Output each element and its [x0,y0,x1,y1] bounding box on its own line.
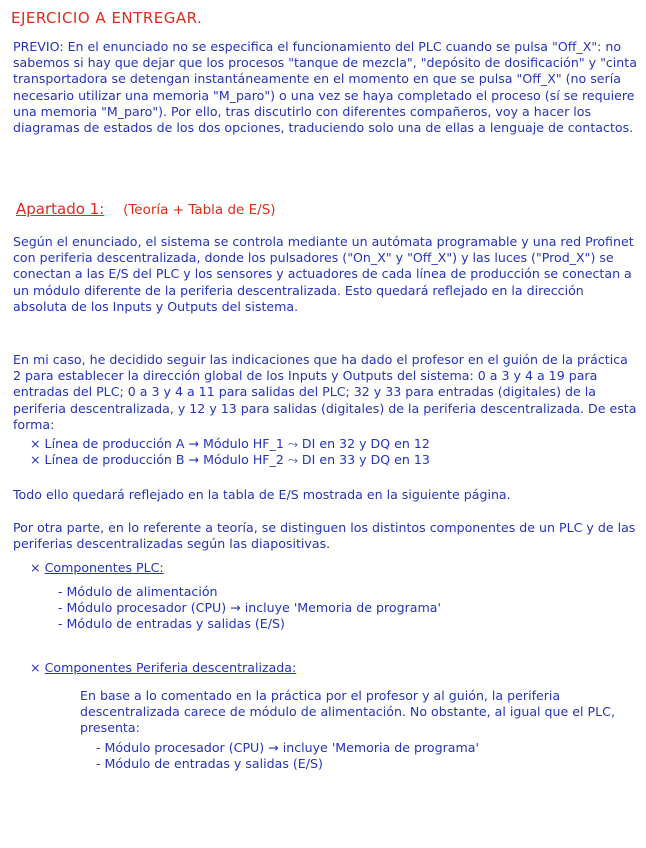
paragraph-tabla: Todo ello quedará reflejado en la tabla de E/S mostrada en la siguiente página. [13,487,511,502]
componentes-periferia-label: Componentes Periferia descentralizada: [44,660,297,675]
paragraph-direcciones: En mi caso, he decidido seguir las indicaciones que ha dado el profesor en el guión de la práctica 2 para establecer la dirección global de los Inputs y Outputs del sistema: 0 a 3 y 4 a 19 para entradas del PLC; 0 a 3 y 4 a 11 para salidas del PLC; 32 y 33 para entradas (digitales) de la periferia descentralizada, y 12 y 13 para salidas (digitales) de la periferia descentralizada. De esta forma: [13,352,637,432]
bullet-mark: × [30,660,41,675]
list-item: - Módulo de entradas y salidas (E/S) [96,756,323,772]
linea-a-item: × Línea de producción A → Módulo HF_1 ⤳ DI en 32 y DQ en 12 [30,436,430,451]
list-item: - Módulo procesador (CPU) → incluye 'Memoria de programa' [58,600,441,616]
page-title: EJERCICIO A ENTREGAR. [11,9,203,27]
paragraph-enunciado: Según el enunciado, el sistema se controla mediante un autómata programable y una red Profinet con periferia descentralizada, donde los pulsadores ("On_X" y "Off_X") y las luces ("Prod_X") se conectan a las E/S del PLC y los sensores y actuadores de cada línea de producción se conectan a un módulo diferente de la periferia descentralizada. Esto quedará reflejado en la dirección absoluta de los Inputs y Outputs del sistema. [13,234,634,314]
componentes-periferia-heading [30,660,296,676]
section-heading [16,200,276,218]
list-item: - Módulo procesador (CPU) → incluye 'Memoria de programa' [96,740,479,755]
list-item: - Módulo de entradas y salidas (E/S) [58,616,285,632]
previo-text: En el enunciado no se especifica el funcionamiento del PLC cuando se pulsa "Off_X": no sabemos si hay que dejar que los procesos "tanque de mezcla", "depósito de dosificación" y "cinta transportadora se detengan instantáneamente en el momento en que se pulsa "Off_X" (no sería necesario utilizar una memoria "M_paro") o una vez se haya completado el proceso (sí se requiere una memoria "M_paro"). Por ello, tras discutirlo con diferentes compañeros, voy a hacer los diagramas de estados de los dos opciones, traduciendo solo una de ellas a lenguaje de contactos. [13,39,637,136]
paragraph-periferia: En base a lo comentado en la práctica por el profesor y al guión, la periferia descentralizada carece de módulo de alimentación. No obstante, al igual que el PLC, presenta: [80,688,615,736]
previo-paragraph [13,39,637,136]
bullet-mark: × [30,560,41,575]
componentes-periferia-list [96,740,479,772]
componentes-plc-heading [30,560,164,576]
list-item: - Módulo de alimentación [58,584,218,599]
section-title: Apartado 1: [16,200,105,218]
linea-b-item: × Línea de producción B → Módulo HF_2 ⤳ DI en 33 y DQ en 13 [30,452,430,467]
componentes-plc-label: Componentes PLC: [44,560,164,575]
previo-label: PREVIO: [13,39,64,54]
componentes-plc-list [58,584,441,633]
paragraph-teoria: Por otra parte, en lo referente a teoría, se distinguen los distintos componentes de un PLC y de las periferias descentralizadas según las diapositivas. [13,520,636,552]
section-subtitle: (Teoría + Tabla de E/S) [123,202,276,218]
